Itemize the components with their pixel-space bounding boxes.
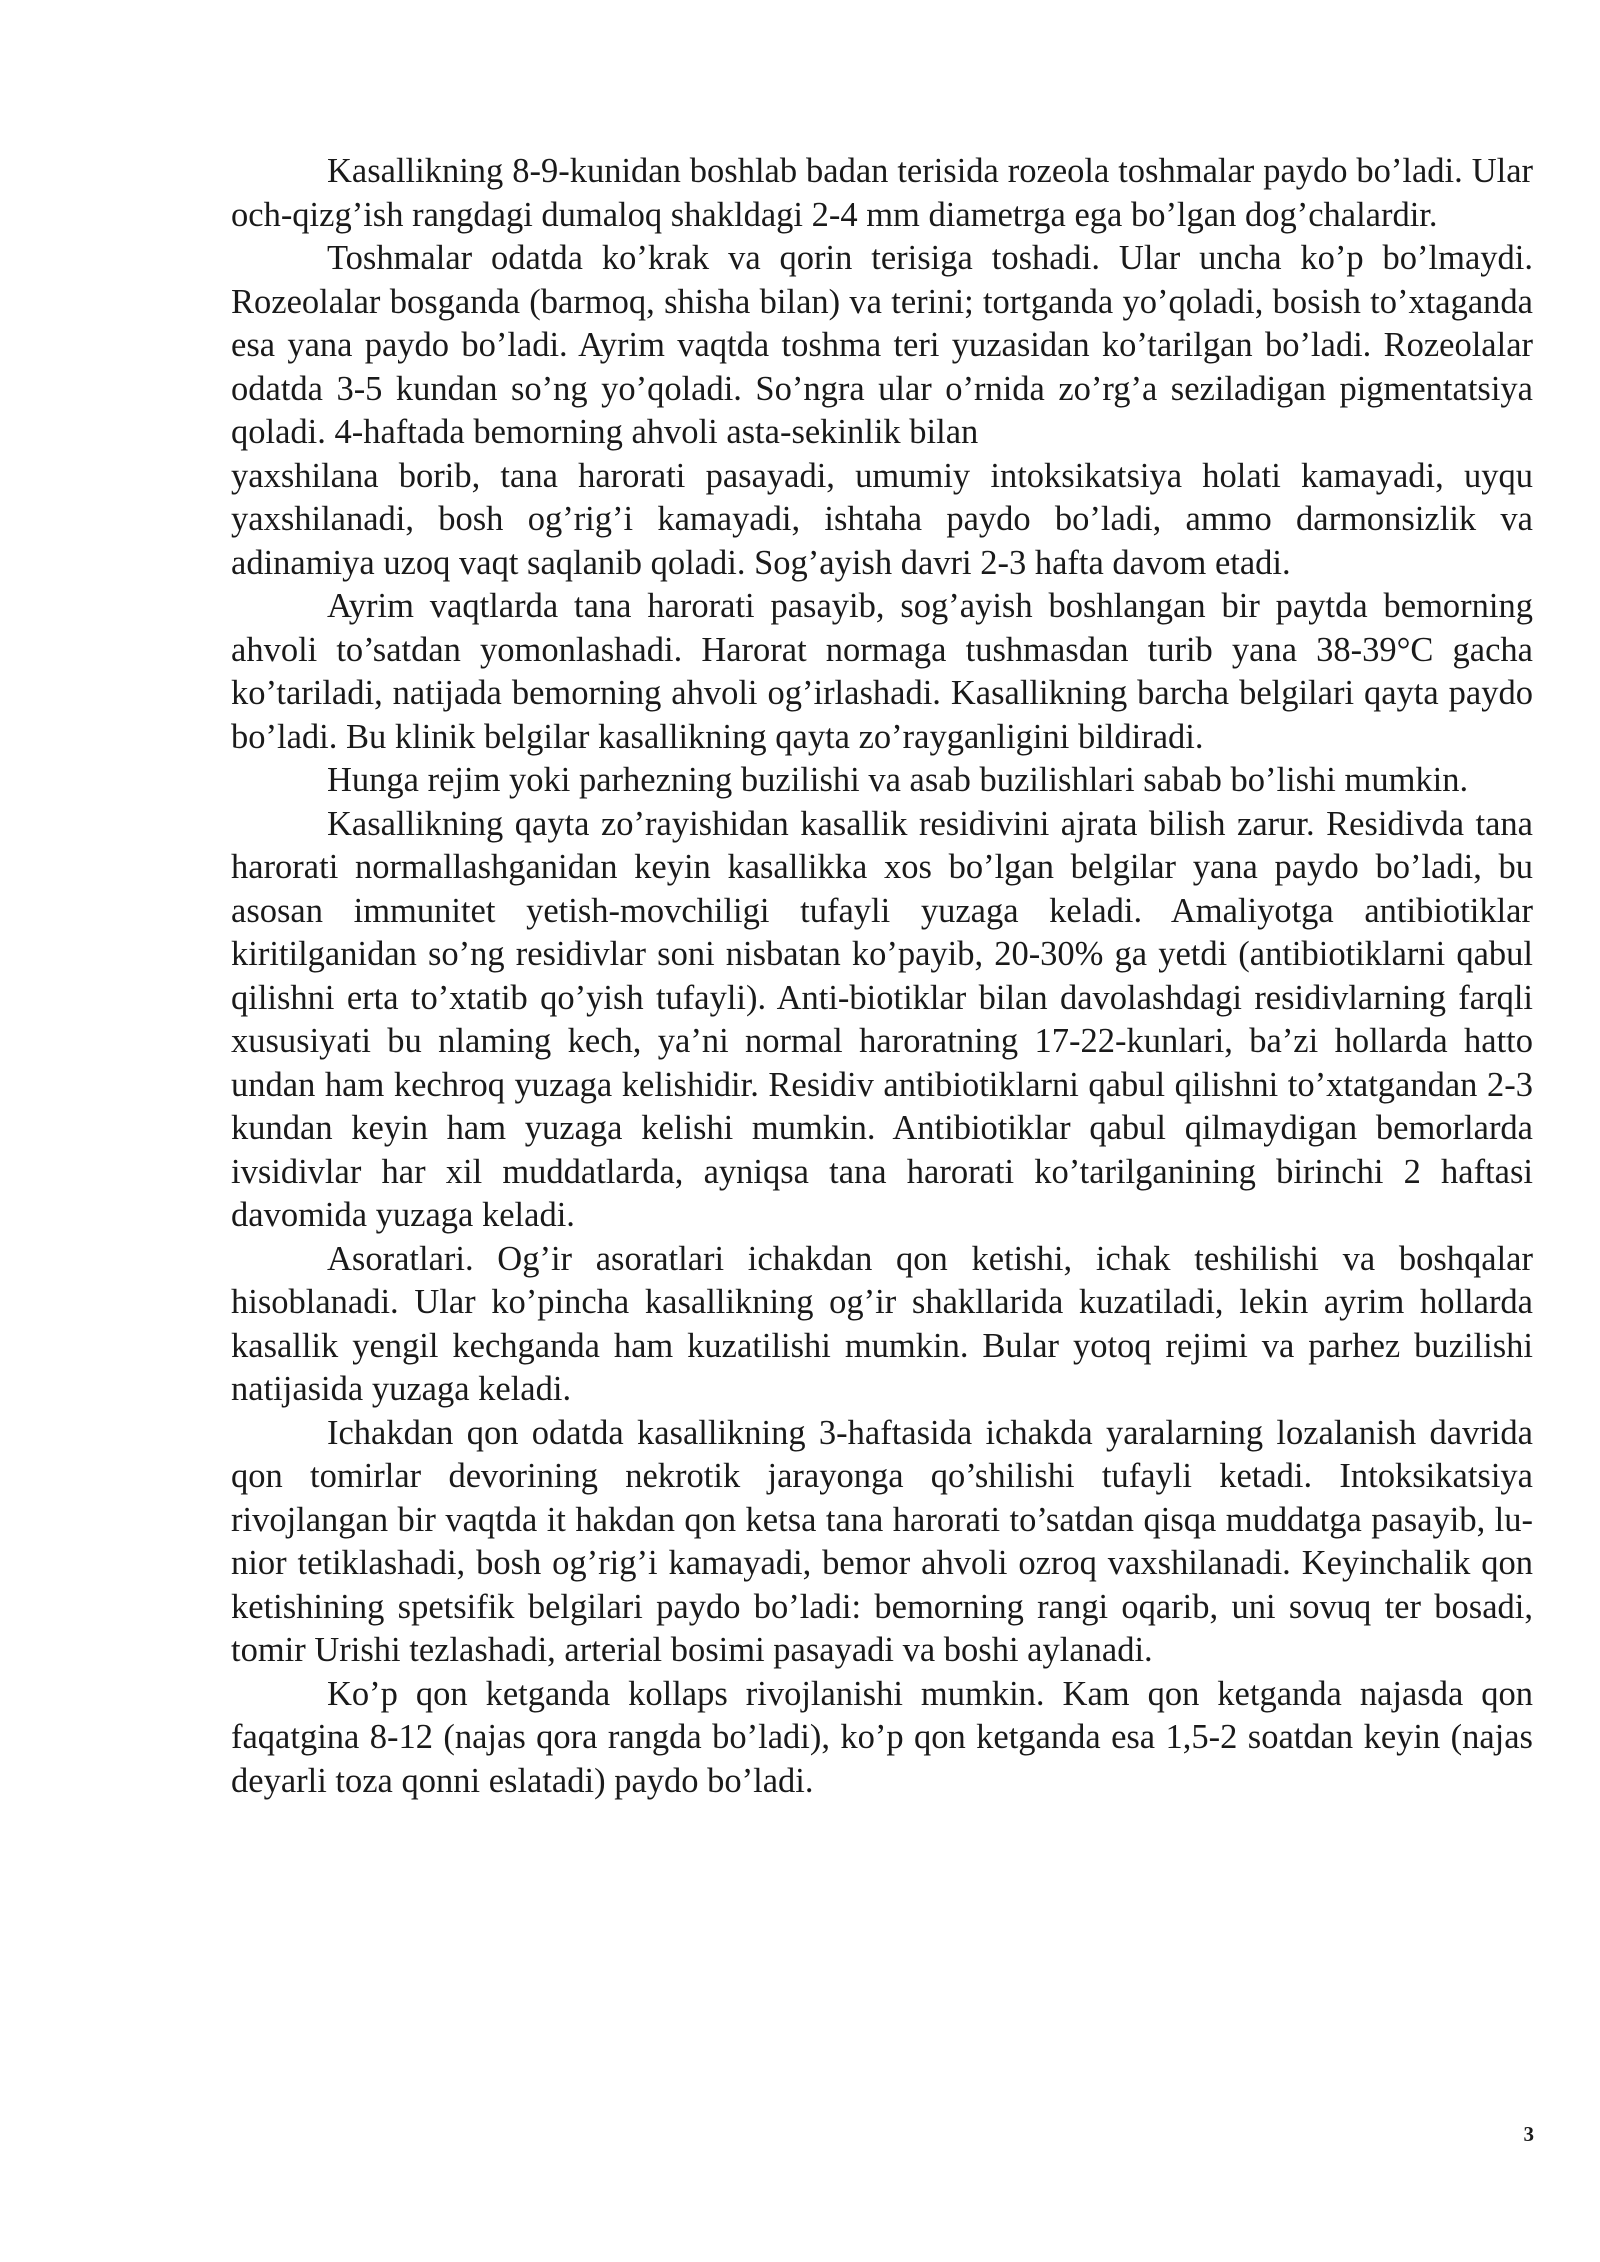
paragraph-relapse-causes: Hunga rejim yoki parhezning buzilishi va asab buzilishlari sabab bo’lishi mumkin. [327,761,1469,799]
paragraph-residiv: Kasallikning qayta zo’rayishidan kasallik residivini ajrata bilish zarur. Residivda tana harorati normallashganidan keyin kasallikka xos bo’lgan belgilar yana paydo bo’ladi, bu asosan immunitet yetish-movchiligi tufayli yuzaga keladi. Amaliyotga antibiotiklar kiritilganidan so’ng residivlar soni nisbatan ko’payib, 20-30% ga yetdi (antibiotiklarni qabul qilishni erta to’xtatib qo’yish tufayli). Anti-biotiklar bilan davolashdagi residivlarning farqli xususiyati bu nlaming kech, ya’ni normal haroratning 17-22-kunlari, ba’zi hollarda hatto undan ham kechroq yuzaga kelishidir. Residiv antibiotiklarni qabul qilishni to’xtatgandan 2-3 kundan keyin ham yuzaga kelishi mumkin. Antibiotiklar qabul qilmaydigan bemorlarda ivsidivlar har xil muddatlarda, ayniqsa tana harorati ko’tarilganining birinchi 2 haftasi davomida yuzaga keladi. [231,804,1533,1234]
paragraph-rash-location: Toshmalar odatda ko’krak va qorin terisiga toshadi. Ular uncha ko’p bo’lmaydi. Rozeolalar bosganda (barmoq, shisha bilan) va terini; tortganda yo’qoladi, bosish to’xtaganda esa yana paydo bo’ladi. Ayrim vaqtda toshma teri yuzasidan ko’tarilgan bo’ladi. Rozeolalar odatda 3-5 kundan so’ng yo’qoladi. So’ngra ular o’rnida zo’rg’a seziladigan pigmentatsiya qoladi. 4-haftada bemorning ahvoli asta-sekinlik bilan [231,239,1533,451]
paragraph-recovery: yaxshilana borib, tana harorati pasayadi, umumiy intoksikatsiya holati kamayadi, uyqu yaxshilanadi, bosh og’rig’i kamayadi, ishtaha paydo bo’ladi, ammo darmonsizlik va adinamiya uzoq vaqt saqlanib qoladi. Sog’ayish davri 2-3 hafta davom etadi. [231,456,1533,582]
paragraph-relapse-worsening: Ayrim vaqtlarda tana harorati pasayib, sog’ayish boshlangan bir paytda bemorning ahvoli to’satdan yomonlashadi. Harorat normaga tushmasdan turib yana 38-39°C gacha ko’tariladi, natijada bemorning ahvoli og’irlashadi. Kasallikning barcha belgilari qayta paydo bo’ladi. Bu klinik belgilar kasallikning qayta zo’rayganligini bildiradi. [231,587,1533,756]
paragraph-collapse: Ko’p qon ketganda kollaps rivojlanishi mumkin. Kam qon ketganda najasda qon faqatgina 8-12 (najas qora rangda bo’ladi), ko’p qon ketganda esa 1,5-2 soatdan keyin (najas deyarli toza qonni eslatadi) paydo bo’ladi. [231,1674,1533,1800]
paragraph-intestinal-bleeding: Ichakdan qon odatda kasallikning 3-haftasida ichakda yaralarning lozalanish davrida qon tomirlar devorining nekrotik jarayonga qo’shilishi tufayli ketadi. Intoksikatsiya rivojlangan bir vaqtda it hakdan qon ketsa tana harorati to’satdan qisqa muddatga pasayib, lu-nior tetiklashadi, bosh og’rig’i kamayadi, bemor ahvoli ozroq vaxshilanadi. Keyinchalik qon ketishining spetsifik belgilari paydo bo’ladi: bemorning rangi oqarib, uni sovuq ter bosadi, tomir Urishi tezlashadi, arterial bosimi pasayadi va boshi aylanadi. [231,1413,1533,1669]
page-number: 3 [1523,2122,1534,2146]
paragraph-complications: Asoratlari. Og’ir asoratlari ichakdan qon ketishi, ichak teshilishi va boshqalar hisoblanadi. Ular ko’pincha kasallikning og’ir shakllarida kuzatiladi, lekin ayrim hollarda kasallik yengil kechganda ham kuzatilishi mumkin. Bular yotoq rejimi va parhez buzilishi natijasida yuzaga keladi. [231,1239,1533,1408]
paragraph-rozeola-rash: Kasallikning 8-9-kunidan boshlab badan terisida rozeola toshmalar paydo bo’ladi. Ular och-qizg’ish rangdagi dumaloq shakldagi 2-4 mm diametrga ega bo’lgan dog’chalardir. [231,152,1533,234]
document-page [231,150,1533,1803]
